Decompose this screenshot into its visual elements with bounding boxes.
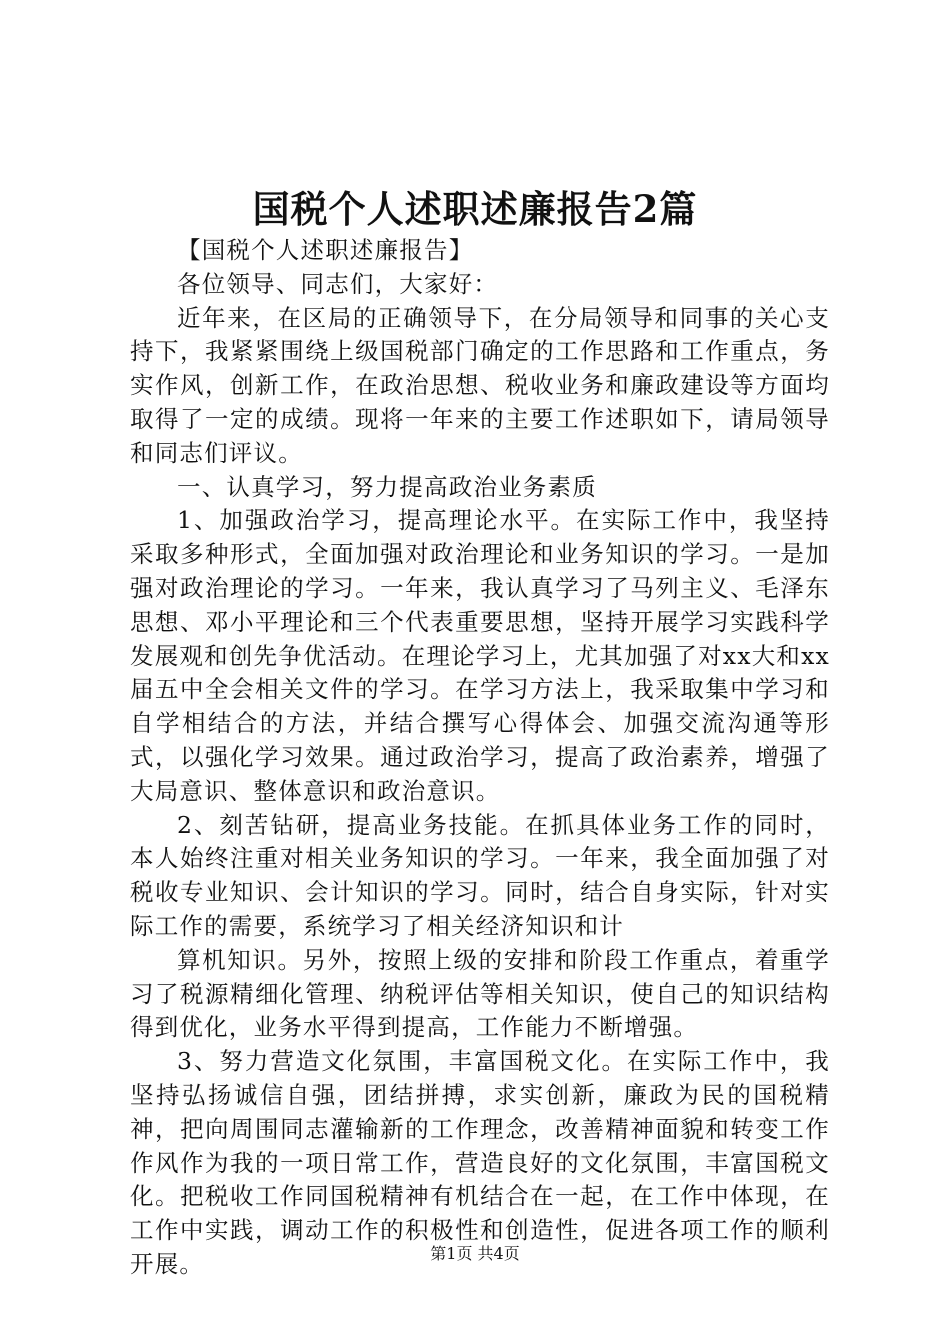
paragraph: 2、刻苦钻研，提高业务技能。在抓具体业务工作的同时，本人始终注重对相关业务知识的学习。一年来，我全面加强了对税收专业知识、会计知识的学习。同时，结合自身实际，针对实际工作的需要，系统学习了相关经济知识和计 (130, 810, 830, 940)
paragraph-heading: 一、认真学习，努力提高政治业务素质 (177, 472, 597, 501)
paragraph: 1、加强政治学习，提高理论水平。在实际工作中，我坚持采取多种形式，全面加强对政治理论和业务知识的学习。一是加强对政治理论的学习。一年来，我认真学习了马列主义、毛泽东思想、邓小平理论和三个代表重要思想，坚持开展学习实践科学发展观和创先争优活动。在理论学习上，尤其加强了对xx大和xx届五中全会相关文件的学习。在学习方法上，我采取集中学习和自学相结合的方法，并结合撰写心得体会、加强交流沟通等形式，以强化学习效果。通过政治学习，提高了政治素养，增强了大局意识、整体意识和政治意识。 (130, 506, 831, 805)
document-title: 国税个人述职述廉报告2篇 (252, 187, 698, 231)
document-body (130, 234, 830, 1282)
paragraph: 算机知识。另外，按照上级的安排和阶段工作重点，着重学习了税源精细化管理、纳税评估等相关知识，使自己的知识结构得到优化，业务水平得到提高，工作能力不断增强。 (130, 945, 830, 1042)
salutation: 各位领导、同志们，大家好： (177, 269, 499, 298)
page-number: 第1页 共4页 (430, 1244, 520, 1263)
paragraph: 3、努力营造文化氛围，丰富国税文化。在实际工作中，我坚持弘扬诚信自强，团结拼搏，求实创新，廉政为民的国税精神，把向周围同志灌输新的工作理念，改善精神面貌和转变工作作风作为我的一项日常工作，营造良好的文化氛围，丰富国税文化。把税收工作同国税精神有机结合在一起，在工作中体现，在工作中实践，调动工作的积极性和创造性，促进各项工作的顺利开展。 (130, 1047, 830, 1278)
section-heading: 【国税个人述职述廉报告】 (177, 236, 474, 264)
paragraph: 近年来，在区局的正确领导下，在分局领导和同事的关心支持下，我紧紧围绕上级国税部门确定的工作思路和工作重点，务实作风，创新工作，在政治思想、税收业务和廉政建设等方面均取得了一定的成绩。现将一年来的主要工作述职如下，请局领导和同志们评议。 (130, 303, 830, 467)
